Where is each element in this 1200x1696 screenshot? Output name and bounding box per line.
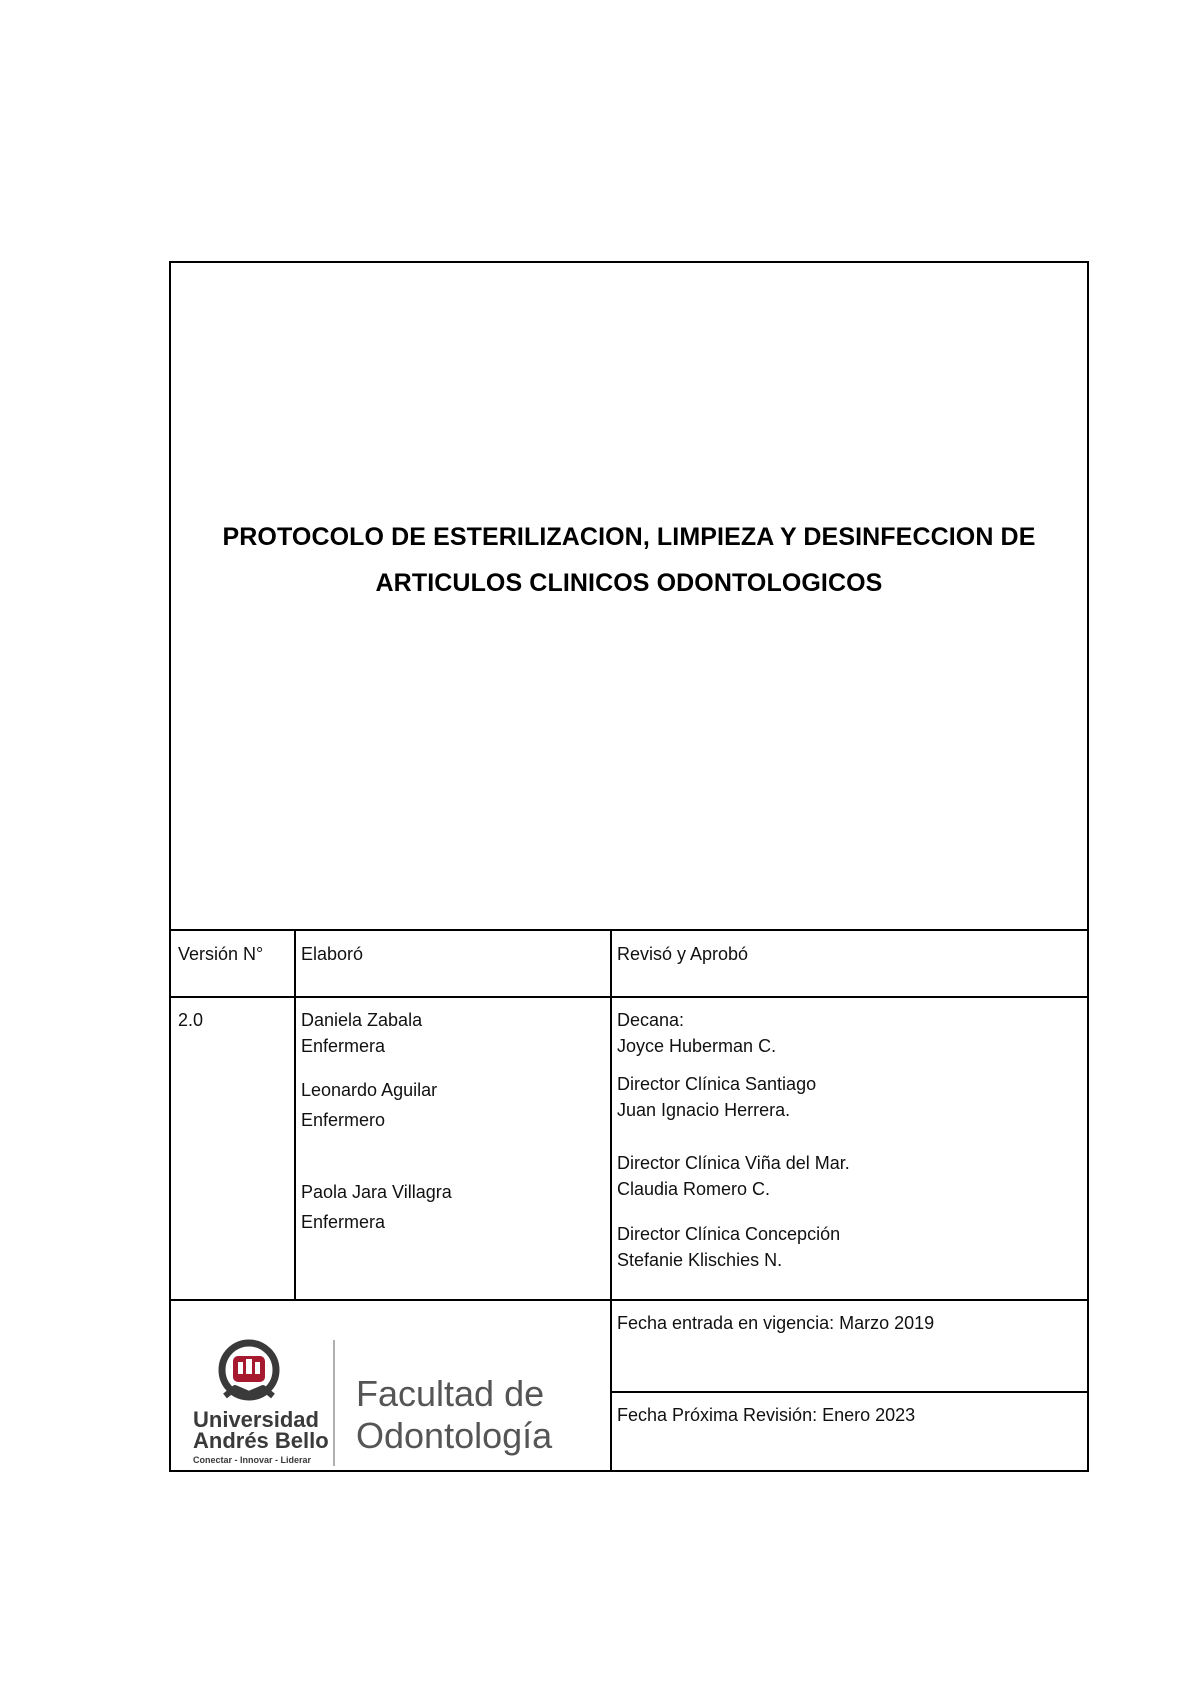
- title-area: [171, 263, 1087, 930]
- university-tagline: Conectar - Innovar - Liderar: [193, 1455, 312, 1465]
- header-version: Versión N°: [178, 944, 264, 964]
- faculty-logo: [181, 1330, 581, 1470]
- elaboro-person-2: Leonardo Aguilar Enfermero: [301, 1080, 438, 1130]
- fecha-vigencia: Fecha entrada en vigencia: Marzo 2019: [617, 1313, 935, 1333]
- title-line-2: ARTICULOS CLINICOS ODONTOLOGICOS: [375, 569, 883, 597]
- elaboro-person-1: Daniela Zabala Enfermera: [301, 1010, 423, 1056]
- reviso-entry-1: Decana: Joyce Huberman C.: [617, 1010, 777, 1056]
- reviso-entry-4: Director Clínica Concepción Stefanie Klischies N.: [617, 1224, 841, 1270]
- faculty-line-2: Odontología: [356, 1415, 553, 1456]
- university-emblem-icon: [222, 1343, 276, 1397]
- header-bottom-rule: [295, 996, 1087, 998]
- body-bottom-rule: [171, 1299, 1087, 1301]
- col1-divider: [294, 929, 296, 1301]
- reviso-entry-3: Director Clínica Viña del Mar. Claudia Romero C.: [617, 1153, 850, 1199]
- table-top-rule: [171, 929, 1087, 931]
- faculty-line-1: Facultad de: [356, 1373, 545, 1414]
- university-line-1: Universidad: [193, 1407, 319, 1432]
- document-title: [171, 514, 1087, 606]
- version-value: 2.0: [178, 1010, 204, 1030]
- header-elaboro: Elaboró: [301, 944, 364, 964]
- document-frame: [169, 261, 1089, 1472]
- university-line-2: Andrés Bello: [193, 1428, 329, 1453]
- dates-divider-rule: [610, 1391, 1087, 1393]
- header-bottom-rule-left: [171, 996, 295, 998]
- elaboro-person-3: Paola Jara Villagra Enfermera: [301, 1182, 452, 1232]
- reviso-entry-2: Director Clínica Santiago Juan Ignacio Herrera.: [617, 1074, 817, 1120]
- col2-divider: [610, 929, 612, 1470]
- title-line-1: PROTOCOLO DE ESTERILIZACION, LIMPIEZA Y DESINFECCION DE: [222, 523, 1036, 551]
- unab-logo-graphic: [181, 1330, 581, 1470]
- fecha-proxima-revision: Fecha Próxima Revisión: Enero 2023: [617, 1405, 916, 1425]
- header-reviso: Revisó y Aprobó: [617, 944, 749, 964]
